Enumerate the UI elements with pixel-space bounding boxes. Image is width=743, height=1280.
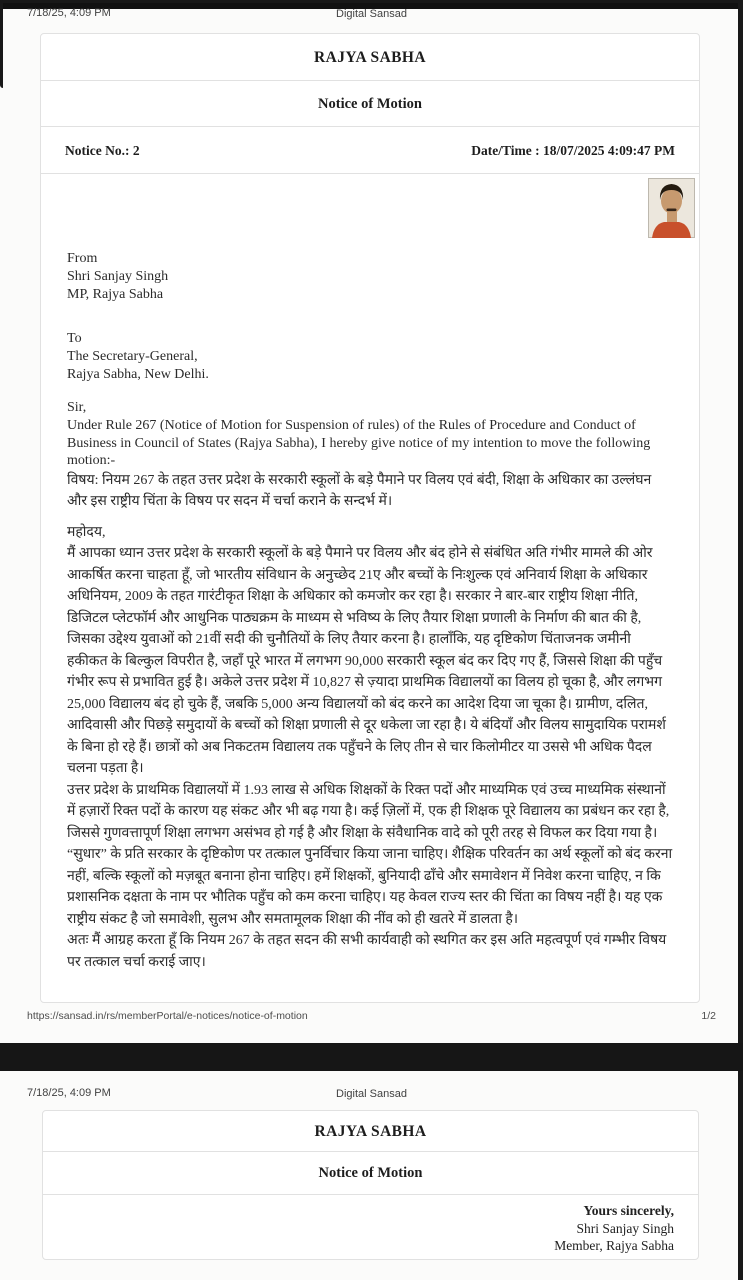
from-name: Shri Sanjay Singh: [67, 269, 169, 284]
to-label: To: [67, 331, 82, 346]
from-label: From: [67, 251, 98, 266]
subject-paragraph: विषय: नियम 267 के तहत उत्तर प्रदेश के सरकारी स्कूलों के बड़े पैमाने पर विलय एवं बंदी, शिक्षा के अधिकार का उल्लंघन और इस राष्ट्रीय चिंता के विषय पर सदन में चर्चा कराने के सन्दर्भ में।: [67, 472, 652, 509]
salutation: Sir,: [67, 400, 87, 415]
to-block: [67, 304, 673, 384]
notice-meta-row: [41, 127, 699, 174]
site-name-page2: Digital Sansad: [336, 1088, 407, 1100]
closing-line: Yours sincerely,: [583, 1203, 674, 1218]
screen-edge-top: [0, 0, 743, 3]
doc-title: RAJYA SABHA: [41, 34, 699, 81]
notice-datetime: Date/Time : 18/07/2025 4:09:47 PM: [471, 143, 675, 158]
page-separator-bar: [0, 1043, 743, 1071]
body-paragraph-1: मैं आपका ध्यान उत्तर प्रदेश के सरकारी स्कूलों के बड़े पैमाने पर विलय और बंद होने से संबंधित अति गंभीर मामले की ओर आकर्षित करना चाहता हूँ, जो भारतीय संविधान के अनुच्छेद 21ए और बच्चों के निःशुल्क एवं अनिवार्य शिक्षा के अधिकार अधिनियम, 2009 के तहत गारंटीकृत शिक्षा के अधिकार को कमजोर कर रहा है। सरकार ने बार-बार राष्ट्रीय शिक्षा नीति, डिजिटल प्लेटफॉर्म और आधुनिक पाठ्यक्रम के माध्यम से भविष्य के लिए तैयार शिक्षा प्रणाली के निर्माण की बात की है, जिसका उद्देश्य युवाओं को 21वीं सदी की चुनौतियों के लिए तैयार करना है। हालाँकि, यह दृष्टिकोण चिंताजनक जमीनी हकीकत के बिल्कुल विपरीत है, जहाँ पूरे भारत में लगभग 90,000 सरकारी स्कूल बंद कर दिए गए हैं, जिससे शिक्षा की पहुँच गंभीर रूप से प्रभावित हुई है। अकेले उत्तर प्रदेश में 10,827 से ज़्यादा प्राथमिक विद्यालयों का विलय हो चूका है, और लगभग 25,000 विद्यालय बंद हो चुके हैं, जबकि 5,000 अन्य विद्यालयों को बंद करने का आदेश दिया जा चूका है। ग्रामीण, दलित, आदिवासी और पिछड़े समुदायों के बच्चों को शिक्षा प्रणाली से दूर धकेला जा रहा है। ये बंदियाँ और विलय सामुदायिक परामर्श के बिना हो रहे हैं। छात्रों को अब निकटतम विद्यालय तक पहुँचने के लिए तीन से चार किलोमीटर या उससे भी अधिक पैदल चलना पड़ता है।: [67, 546, 666, 776]
print-timestamp: 7/18/25, 4:09 PM: [27, 7, 111, 19]
member-photo: [648, 178, 695, 238]
doc-subtitle: Notice of Motion: [41, 81, 699, 127]
letter-body: [41, 174, 699, 998]
signer-role: Member, Rajya Sabha: [554, 1238, 674, 1253]
to-line2: Rajya Sabha, New Delhi.: [67, 367, 209, 382]
intro-paragraph: Under Rule 267 (Notice of Motion for Suspension of rules) of the Rules of Procedure and Conduct of Business in Council of States (Rajya Sabha), I hereby give notice of my intention to move the following motion:-: [67, 418, 651, 468]
signer-name: Shri Sanjay Singh: [576, 1220, 674, 1236]
print-timestamp-page2: 7/18/25, 4:09 PM: [27, 1087, 111, 1099]
site-name: Digital Sansad: [336, 8, 407, 20]
page-indicator: 1/2: [701, 1010, 716, 1022]
photo-mustache: [667, 209, 677, 212]
footer-url: https://sansad.in/rs/memberPortal/e-notices/notice-of-motion: [27, 1010, 308, 1022]
greeting: महोदय,: [67, 524, 106, 540]
doc-title-page2: RAJYA SABHA: [43, 1111, 698, 1152]
doc-subtitle-page2: Notice of Motion: [43, 1152, 698, 1195]
to-line1: The Secretary-General,: [67, 349, 198, 364]
notice-document-box-page2: [42, 1110, 699, 1260]
signature-block: [43, 1195, 698, 1255]
notice-number: Notice No.: 2: [65, 143, 140, 158]
body-paragraph-2: उत्तर प्रदेश के प्राथमिक विद्यालयों में 1.93 लाख से अधिक शिक्षकों के रिक्त पदों और माध्यमिक एवं उच्च माध्यमिक संस्थानों में हज़ारों रिक्त पदों के कारण यह संकट और भी बढ़ गया है। कई ज़िलों में, एक ही शिक्षक पूरे विद्यालय का प्रबंधन कर रहा है, जिससे गुणवत्तापूर्ण शिक्षा लगभग असंभव हो गई है और शिक्षा के संवैधानिक वादे को पूरी तरह से विफल कर दिया गया है। “सुधार” के प्रति सरकार के दृष्टिकोण पर तत्काल पुनर्विचार किया जाना चाहिए। शैक्षिक परिवर्तन का अर्थ स्कूलों को बंद करना नहीं, बल्कि स्कूलों को मज़बूत बनाना होना चाहिए। हमें शिक्षकों, बुनियादी ढाँचे और समावेशन में निवेश करना चाहिए, न कि प्रशासनिक दक्षता के नाम पर भौतिक पहुँच को कम करना चाहिए। यह केवल राज्य स्तर की चिंता का विषय नहीं है। यह एक राष्ट्रीय संकट है जो समावेशी, सुलभ और समतामूलक शिक्षा की नींव को ही खतरे में डालता है।: [67, 782, 673, 927]
from-block: [67, 174, 673, 304]
notice-document-box: [40, 33, 700, 1003]
from-role: MP, Rajya Sabha: [67, 287, 164, 302]
body-paragraph-3: अतः मैं आग्रह करता हूँ कि नियम 267 के तहत सदन की सभी कार्यवाही को स्थगित कर इस अति महत्वपूर्ण एवं गम्भीर विषय पर तत्काल चर्चा कराई जाए।: [67, 933, 667, 970]
